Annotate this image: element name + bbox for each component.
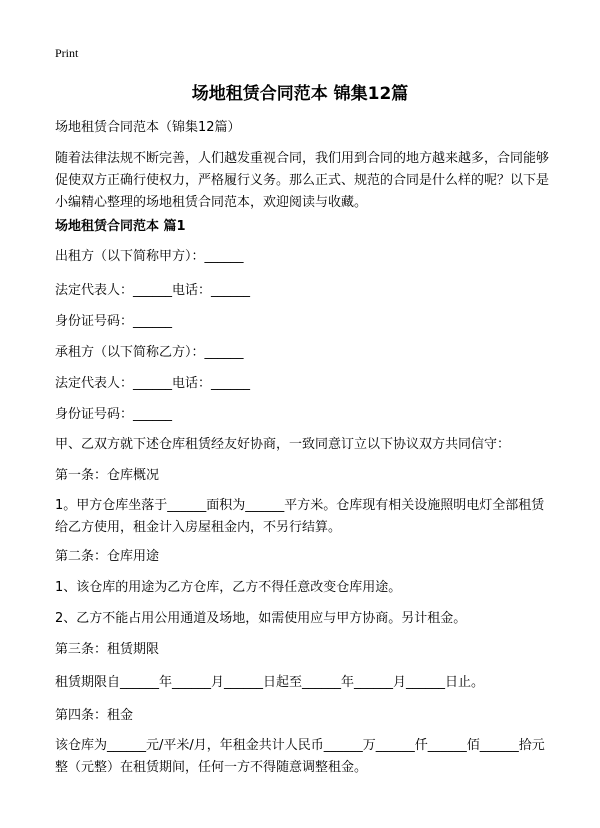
lessee-line: 承租方（以下简称乙方）：______ [55, 345, 244, 360]
lessee-representative-line: 法定代表人：______电话：______ [55, 376, 251, 391]
clause-4-heading: 第四条：租金 [55, 708, 134, 723]
lease-term-line: 租赁期限自______年______月______日起至______年______月______日止。 [55, 675, 485, 690]
clause-2-heading: 第二条：仓库用途 [55, 549, 160, 564]
print-link[interactable]: Print [55, 46, 79, 60]
document-subtitle: 场地租赁合同范本（锦集12篇） [55, 120, 241, 135]
lessor-representative-line: 法定代表人：______电话：______ [55, 283, 251, 298]
page-title: 场地租赁合同范本 锦集12篇 [191, 84, 409, 104]
clause-2-item-2: 2、乙方不能占用公用通道及场地，如需使用应与甲方协商。另计租金。 [55, 611, 467, 626]
lessee-id-line: 身份证号码：______ [55, 407, 173, 422]
clause-3-heading: 第三条：租赁期限 [55, 642, 160, 657]
section-heading: 场地租赁合同范本 篇1 [55, 219, 186, 234]
intro-paragraph: 随着法律法规不断完善，人们越发重视合同，我们用到合同的地方越来越多，合同能够促使双方正确行使权力，严格履行义务。那么正式、规范的合同是什么样的呢？以下是小编精心整理的场地租赁合同范本，欢迎阅读与收藏。 [55, 151, 550, 210]
rent-text: 该仓库为______元/平米/月，年租金共计人民币______万______仟______佰______拾元整（元整）在租赁期间，任何一方不得随意调整租金。 [55, 738, 545, 775]
lessor-id-line: 身份证号码：______ [55, 314, 173, 329]
clause-1-heading: 第一条：仓库概况 [55, 468, 160, 483]
agreement-statement: 甲、乙双方就下述仓库租赁经友好协商，一致同意订立以下协议双方共同信守： [55, 437, 511, 452]
clause-1-text: 1。甲方仓库坐落于______面积为______平方米。仓库现有相关设施照明电灯全部租赁给乙方使用，租金计入房屋租金内，不另行结算。 [55, 498, 545, 535]
lessor-line: 出租方（以下简称甲方）：______ [55, 249, 244, 264]
clause-2-item-1: 1、该仓库的用途为乙方仓库，乙方不得任意改变仓库用途。 [55, 580, 402, 595]
